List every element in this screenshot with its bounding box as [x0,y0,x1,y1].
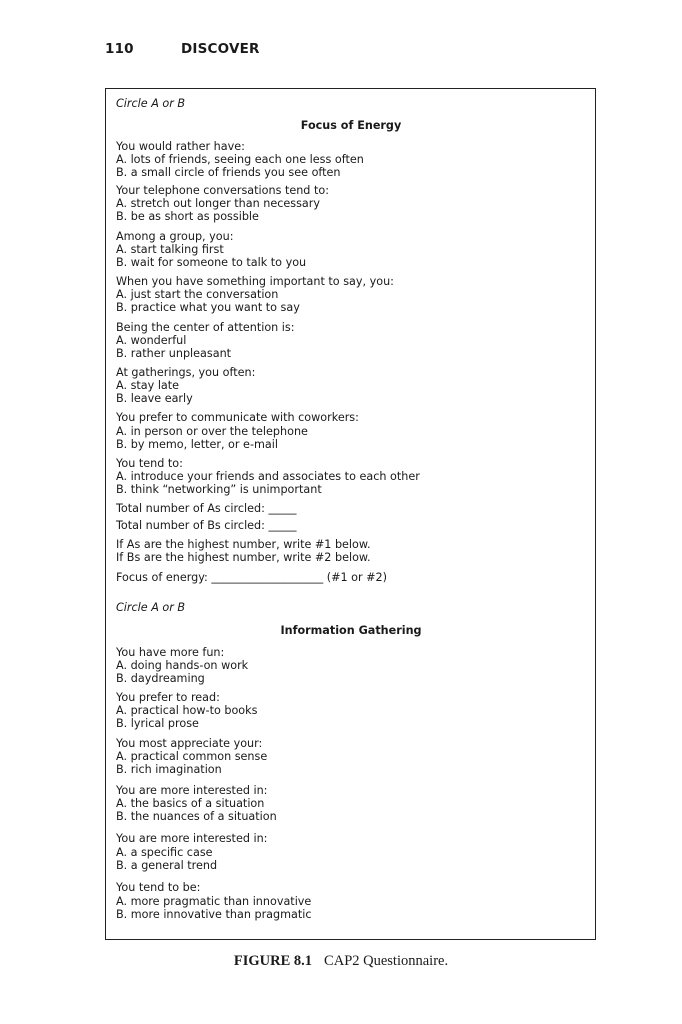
running-title: DISCOVER [181,41,260,57]
option-a: A. stretch out longer than necessary [116,197,320,210]
option-b: B. wait for someone to talk to you [116,256,307,269]
option-b: B. a general trend [116,859,218,872]
option-a: A. lots of friends, seeing each one less often [116,153,364,166]
option-a: A. practical how-to books [116,704,258,717]
option-b: B. daydreaming [116,672,205,685]
section-2-instruction: Circle A or B [116,601,186,614]
question-prompt: You most appreciate your: [116,737,263,750]
question-prompt: You tend to: [116,457,183,470]
rule-a: If As are the highest number, write #1 below. [116,538,371,551]
option-b: B. the nuances of a situation [116,810,277,823]
figure-caption-text: CAP2 Questionnaire. [324,953,449,969]
page-header [105,41,260,57]
focus-result: Focus of energy: ____________________ (#1 or #2) [116,571,388,584]
section-2-title: Information Gathering [280,624,422,637]
option-b: B. leave early [116,392,193,405]
question-prompt: You tend to be: [116,881,201,894]
question-prompt: You are more interested in: [116,784,268,797]
option-a: A. just start the conversation [116,288,279,301]
option-b: B. be as short as possible [116,210,259,223]
question-prompt: You are more interested in: [116,832,268,845]
question-prompt: You would rather have: [116,140,245,153]
option-b: B. rich imagination [116,763,222,776]
option-b: B. more innovative than pragmatic [116,908,312,921]
option-a: A. start talking first [116,243,224,256]
question-prompt: You prefer to read: [116,691,220,704]
option-a: A. introduce your friends and associates to each other [116,470,420,483]
question-prompt: You have more fun: [116,646,225,659]
option-b: B. think “networking” is unimportant [116,483,322,496]
question-prompt: Being the center of attention is: [116,321,295,334]
question-prompt: Your telephone conversations tend to: [116,184,329,197]
option-a: A. a specific case [116,846,213,859]
option-a: A. more pragmatic than innovative [116,895,312,908]
rule-b: If Bs are the highest number, write #2 below. [116,551,371,564]
page-number: 110 [105,41,134,57]
option-b: B. by memo, letter, or e-mail [116,438,278,451]
question-prompt: At gatherings, you often: [116,366,256,379]
option-a: A. the basics of a situation [116,797,265,810]
option-a: A. stay late [116,379,180,392]
question-prompt: Among a group, you: [116,230,234,243]
option-b: B. practice what you want to say [116,301,300,314]
section-1-title: Focus of Energy [300,119,402,132]
figure-caption [0,953,682,970]
option-a: A. wonderful [116,334,187,347]
option-a: A. in person or over the telephone [116,425,308,438]
question-prompt: You prefer to communicate with coworkers: [116,411,359,424]
total-bs: Total number of Bs circled: _____ [116,519,297,532]
question-prompt: When you have something important to say, you: [116,275,394,288]
option-b: B. lyrical prose [116,717,199,730]
section-1-instruction: Circle A or B [116,97,186,110]
option-a: A. doing hands-on work [116,659,249,672]
figure-label: FIGURE 8.1 [233,953,313,969]
option-b: B. rather unpleasant [116,347,232,360]
option-b: B. a small circle of friends you see often [116,166,341,179]
option-a: A. practical common sense [116,750,268,763]
total-as: Total number of As circled: _____ [116,502,297,515]
